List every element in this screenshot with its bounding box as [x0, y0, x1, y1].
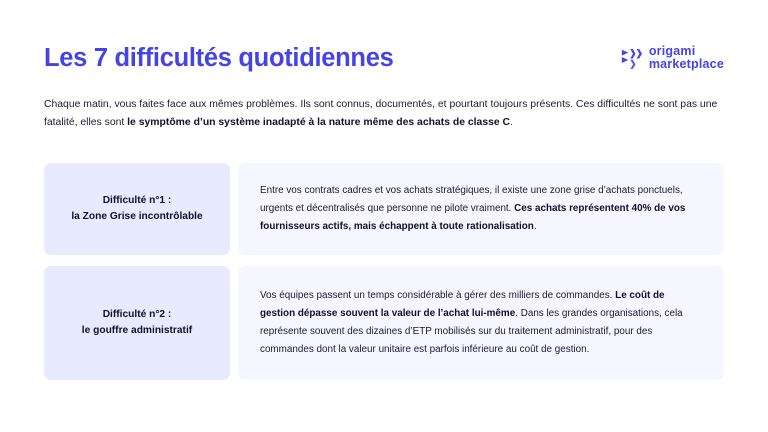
brand-logo-text — [649, 45, 724, 72]
difficulty-2-label-line2: le gouffre administratif — [81, 325, 193, 337]
difficulty-1-body — [238, 163, 724, 255]
list-item — [44, 266, 724, 380]
intro-paragraph — [44, 96, 724, 132]
difficulty-2-text-part1: Vos équipes passent un temps considérable à gérer des milliers de commandes. — [260, 290, 616, 302]
difficulty-2-label — [44, 266, 230, 380]
list-item — [44, 163, 724, 255]
difficulty-2-text-part2: . Dans les grandes organisations, cela représente souvent des dizaines d’ETP mobilisés sur du traitement administratif, pour des commandes dont la valeur unitaire est parfois inférieure au coût de gestion. — [260, 308, 683, 356]
difficulty-1-label-line2: la Zone Grise incontrôlable — [71, 211, 203, 223]
difficulties-list — [44, 163, 724, 380]
intro-text-part2: . — [510, 117, 513, 129]
page-title: Les 7 difficultés quotidiennes — [44, 43, 394, 72]
difficulty-1-text-part2: . — [533, 221, 537, 233]
intro-text-part1: Chaque matin, vous faites face aux mêmes problèmes. Ils sont connus, documentés, et pourtant toujours présents. Ces difficultés ne sont pas une fatalité, elles sont — [44, 99, 718, 129]
difficulty-1-label — [44, 163, 230, 255]
difficulty-1-text-part1: Entre vos contrats cadres et vos achats stratégiques, il existe une zone grise d’achats ponctuels, urgents et décentralisés que personne ne pilote vraiment. — [260, 185, 683, 215]
origami-logo-icon — [620, 47, 642, 69]
difficulty-2-body — [238, 266, 724, 380]
intro-text-bold: le symptôme d’un système inadapté à la nature même des achats de classe C — [127, 117, 511, 129]
difficulty-2-text-bold: Le coût de gestion dépasse souvent la valeur de l’achat lui-même — [260, 290, 665, 320]
brand-name-line1: origami — [648, 43, 696, 58]
difficulty-1-text-bold: Ces achats représentent 40% de vos fournisseurs actifs, mais échappent à toute rationalisation — [260, 203, 686, 233]
brand-logo — [620, 45, 724, 72]
difficulty-2-label-line1: Difficulté n°2 : — [102, 309, 172, 321]
slide-header — [44, 34, 724, 82]
difficulty-1-label-line1: Difficulté n°1 : — [102, 195, 172, 207]
brand-name-line2: marketplace — [648, 57, 724, 71]
